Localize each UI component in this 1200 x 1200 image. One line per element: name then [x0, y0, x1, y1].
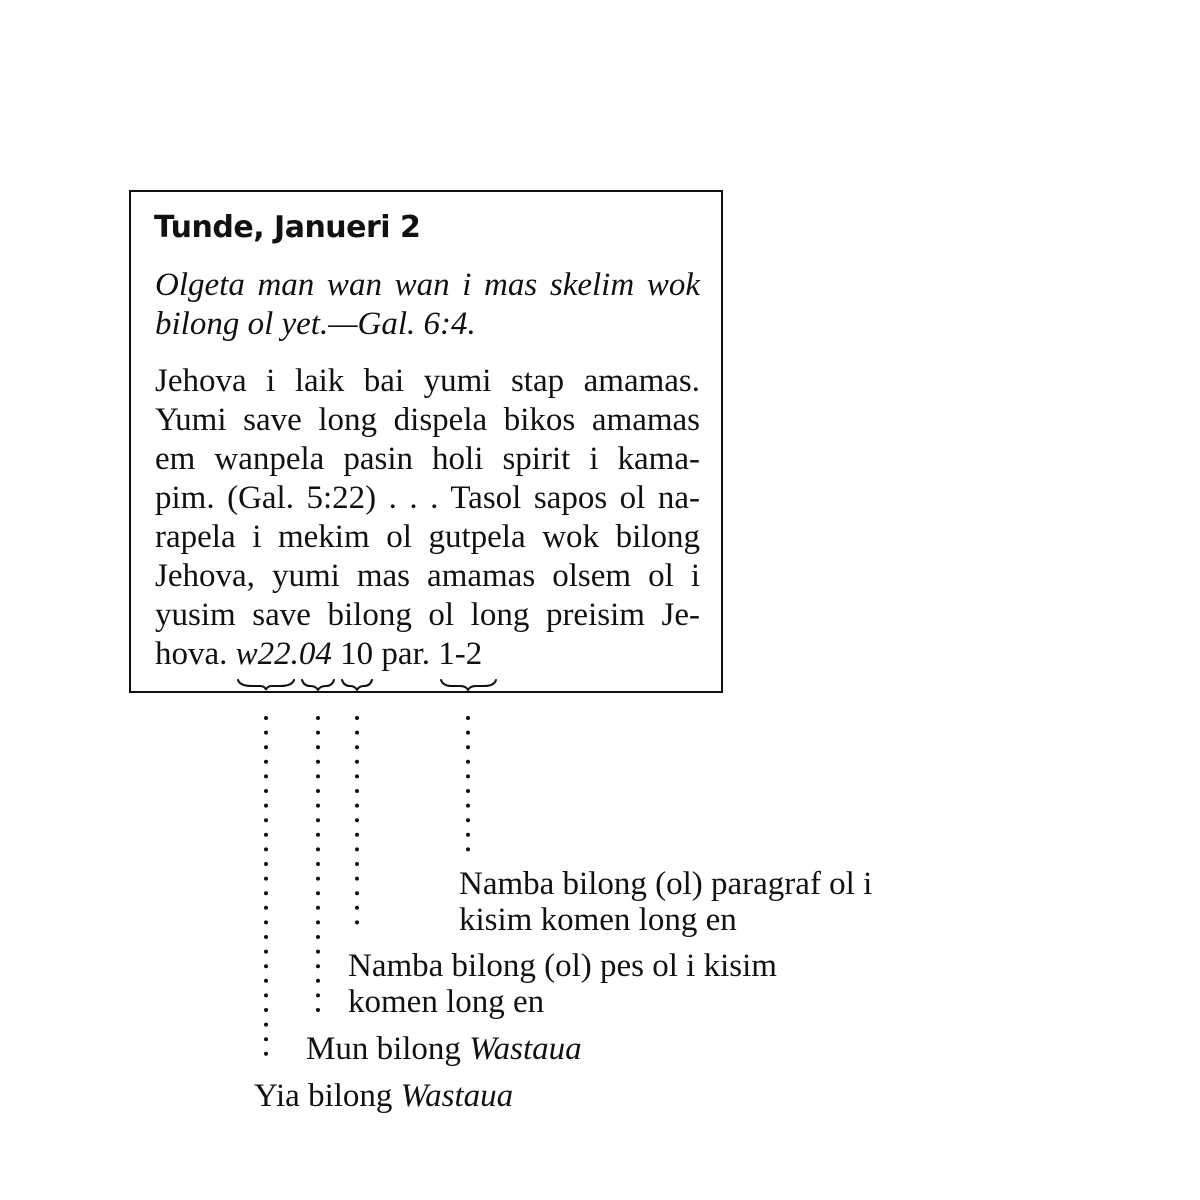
paragraph-callout-label-line: Namba bilong (ol) paragraf ol i: [459, 866, 873, 902]
comment-line: Jehova i laik bai yumi stap amamas.: [155, 363, 700, 399]
month-callout-label: [306, 1031, 582, 1067]
comment-line: Yumi save long dispela bikos amamas: [155, 402, 700, 438]
comment-line: yusim save bilong ol long preisim Je-: [155, 597, 700, 633]
page-callout-label-line: komen long en: [348, 984, 545, 1020]
day-heading: Tunde, Janueri 2: [154, 210, 421, 245]
comment-line: Jehova, yumi mas amamas olsem ol i: [155, 558, 700, 594]
paragraph-range: 1-2: [438, 636, 483, 672]
year-callout-italic: Wastaua: [400, 1078, 514, 1114]
comment-line: rapela i mekim ol gutpela wok bilong: [155, 519, 700, 555]
page-number: 10: [340, 636, 374, 672]
month-code: 04: [298, 636, 332, 672]
paragraph-callout-label-line: kisim komen long en: [459, 902, 737, 938]
reference-line: [155, 635, 482, 674]
par-label: par.: [381, 636, 430, 672]
verse-line: bilong ol yet.—Gal. 6:4.: [155, 306, 476, 342]
month-callout-italic: Wastaua: [469, 1031, 582, 1067]
reference-lead-text: hova.: [155, 636, 228, 672]
verse-line: Olgeta man wan wan i mas skelim wok: [155, 267, 700, 303]
page-callout-label-line: Namba bilong (ol) pes ol i kisim: [348, 948, 777, 984]
year-callout-prefix: Yia bilong: [254, 1078, 401, 1114]
comment-line: em wanpela pasin holi spirit i kama-: [155, 441, 700, 477]
comment-line: pim. (Gal. 5:22) . . . Tasol sapos ol na-: [155, 480, 700, 516]
month-callout-prefix: Mun bilong: [306, 1031, 470, 1067]
year-callout-label: [254, 1078, 513, 1114]
year-code: w22.: [235, 636, 299, 672]
